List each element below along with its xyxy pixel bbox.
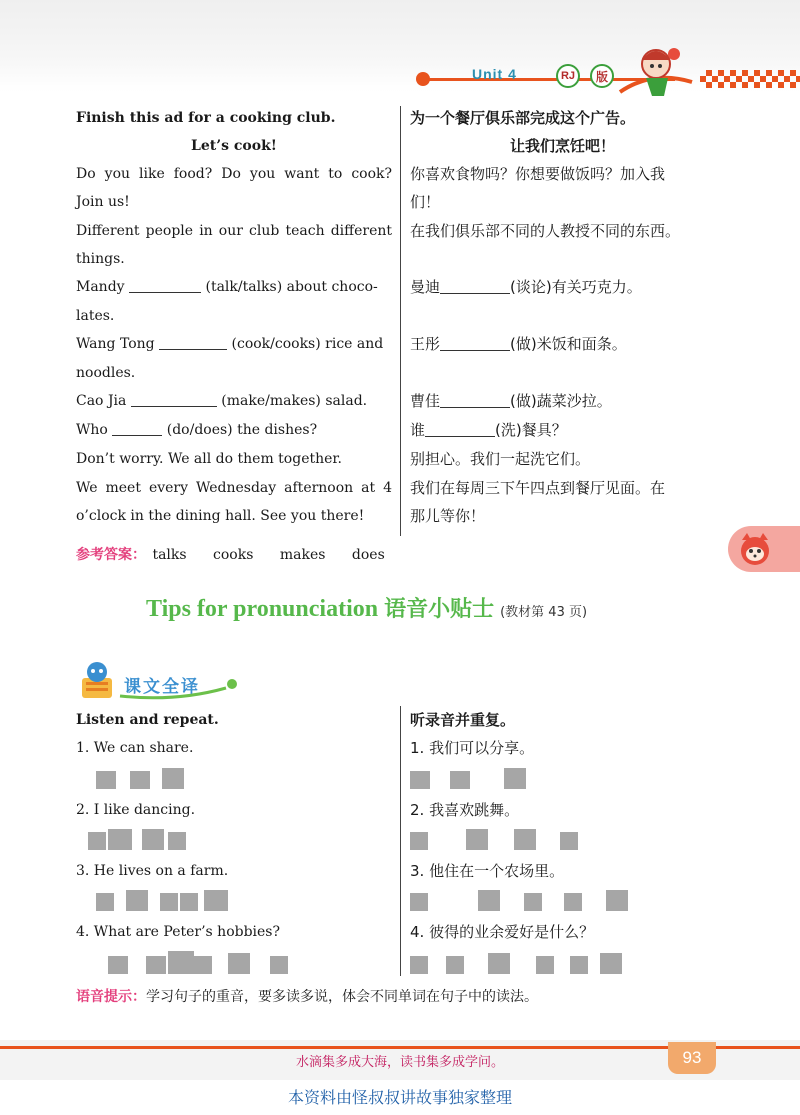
- en-mandy-subject: Mandy: [76, 279, 125, 295]
- cn-item-3: 3. 他住在一个农场里。: [410, 862, 565, 880]
- note-label: 语音提示：: [76, 989, 146, 1005]
- cn-mandy-rest: (谈论)有关巧克力。: [510, 278, 642, 296]
- stress-mark: [108, 829, 132, 850]
- cao-blank[interactable]: [131, 390, 217, 407]
- stress-mark: [194, 956, 212, 974]
- cn-who-line: [410, 416, 740, 444]
- cn-item-4: 4. 彼得的业余爱好是什么？: [410, 923, 595, 941]
- stress-mark: [168, 832, 186, 850]
- stress-mark: [162, 768, 184, 789]
- cn-who-blank[interactable]: [425, 420, 495, 437]
- cn-mandy-line: [410, 273, 740, 301]
- en-meet-line-2: o’clock in the dining hall. See you there!: [76, 508, 365, 524]
- cn-worry-line: 别担心。我们一起洗它们。: [410, 450, 591, 468]
- stress-mark: [146, 956, 166, 974]
- cn-wang-subject: 王彤: [410, 335, 441, 353]
- stress-mark: [450, 771, 470, 789]
- en-line-food: Do you like food? Do you want to cook?: [76, 166, 392, 182]
- cn-line-food: 你喜欢食物吗？你想要做饭吗？加入我: [410, 165, 666, 183]
- stress-mark: [108, 956, 128, 974]
- stress-mark: [488, 953, 510, 974]
- en-wang-cont: noodles.: [76, 365, 136, 381]
- stress-mark: [96, 893, 114, 911]
- stress-mark: [270, 956, 288, 974]
- student-mascot-icon: [76, 658, 118, 702]
- answer-word: cooks: [213, 547, 254, 563]
- en-wang-line: [76, 330, 392, 358]
- tips-title: [146, 592, 587, 623]
- cn-who-subject: 谁: [410, 421, 426, 439]
- stress-mark: [410, 771, 430, 789]
- tips-title-en: Tips for pronunciation: [146, 596, 379, 622]
- en-who-subject: Who: [76, 422, 108, 438]
- stress-mark: [536, 956, 554, 974]
- en-listen-heading: Listen and repeat.: [76, 712, 219, 728]
- cn-wang-rest: (做)米饭和面条。: [510, 335, 627, 353]
- unit-label: Unit 4: [472, 66, 517, 82]
- cn-item-1: 1. 我们可以分享。: [410, 739, 535, 757]
- fox-mascot-icon: [736, 530, 774, 568]
- wang-blank[interactable]: [159, 333, 227, 350]
- column-divider-bottom: [400, 706, 401, 976]
- en-meet-line-1: We meet every Wednesday afternoon at 4: [76, 480, 392, 496]
- en-cao-line: [76, 387, 392, 415]
- en-mandy-cont: lates.: [76, 308, 115, 324]
- stress-mark: [466, 829, 488, 850]
- cn-listen-heading: 听录音并重复。: [410, 711, 516, 729]
- footer-motto: 水滴集多成大海，读书集多成学问。: [295, 1055, 504, 1070]
- stress-mark: [478, 890, 500, 911]
- answer-word: makes: [279, 547, 326, 563]
- cn-cao-rest: (做)蔬菜沙拉。: [510, 392, 612, 410]
- cn-wang-line: [410, 330, 740, 358]
- stress-mark: [564, 893, 582, 911]
- stress-mark: [130, 771, 150, 789]
- stress-mark: [570, 956, 588, 974]
- en-item-2: 2. I like dancing.: [76, 802, 196, 818]
- cn-line-join: 们！: [410, 193, 441, 211]
- footer-credit: 本资料由怪叔叔讲故事独家整理: [287, 1088, 512, 1107]
- cn-meet-line-2: 那儿等你！: [410, 507, 486, 525]
- answer-word: does: [351, 547, 385, 563]
- cn-who-rest: (洗)餐具？: [495, 421, 567, 439]
- en-item-3: 3. He lives on a farm.: [76, 863, 229, 879]
- en-wang-rest: (cook/cooks) rice and: [231, 336, 384, 352]
- tips-page-ref: (教材第 43 页): [500, 605, 588, 620]
- en-cao-subject: Cao Jia: [76, 393, 127, 409]
- cn-ad-title: 让我们烹饪吧！: [510, 137, 616, 155]
- stress-mark: [88, 832, 106, 850]
- tips-title-cn: 语音小贴士: [384, 597, 495, 622]
- mandy-blank[interactable]: [129, 276, 201, 293]
- cn-mandy-blank[interactable]: [440, 277, 510, 294]
- stress-mark: [126, 890, 148, 911]
- en-instruction: Finish this ad for a cooking club.: [76, 110, 336, 126]
- en-cao-rest: (make/makes) salad.: [221, 393, 368, 409]
- en-worry-line: Don’t worry. We all do them together.: [76, 451, 343, 467]
- section-label: 课文全译: [124, 677, 200, 697]
- en-line-different: Different people in our club teach different: [76, 223, 392, 239]
- en-mandy-rest: (talk/talks) about choco-: [205, 279, 378, 295]
- en-ad-title: Let’s cook!: [191, 138, 277, 154]
- answer-line: [76, 544, 385, 564]
- note-text: 学习句子的重音，要多读多说，体会不同单词在句子中的读法。: [146, 989, 538, 1005]
- answer-label: 参考答案：: [76, 547, 146, 563]
- stress-mark: [204, 890, 228, 911]
- en-item-1: 1. We can share.: [76, 740, 194, 756]
- who-blank[interactable]: [112, 419, 162, 436]
- stress-mark: [96, 771, 116, 789]
- stress-mark: [606, 890, 628, 911]
- en-mandy-line: [76, 273, 392, 301]
- page-number: 93: [668, 1042, 716, 1074]
- stress-mark: [142, 829, 164, 850]
- edition-badge: 版: [590, 64, 614, 88]
- stress-mark: [410, 956, 428, 974]
- cn-line-different: 在我们俱乐部不同的人教授不同的东西。: [410, 222, 681, 240]
- stress-mark: [514, 829, 536, 850]
- en-line-join: Join us!: [76, 194, 130, 210]
- stress-mark: [228, 953, 250, 974]
- cn-meet-line-1: 我们在每周三下午四点到餐厅见面。在: [410, 479, 666, 497]
- cn-cao-blank[interactable]: [440, 391, 510, 408]
- stress-mark: [168, 951, 194, 974]
- stress-mark: [160, 893, 178, 911]
- cn-cao-line: [410, 387, 740, 415]
- en-wang-subject: Wang Tong: [76, 336, 155, 352]
- stress-mark: [504, 768, 526, 789]
- en-who-line: [76, 416, 392, 444]
- cn-wang-blank[interactable]: [440, 334, 510, 351]
- stress-mark: [524, 893, 542, 911]
- cn-cao-subject: 曹佳: [410, 392, 441, 410]
- stress-mark: [410, 832, 428, 850]
- cn-mandy-subject: 曼迪: [410, 278, 441, 296]
- stress-mark: [410, 893, 428, 911]
- stress-mark: [180, 893, 198, 911]
- en-who-rest: (do/does) the dishes?: [166, 422, 318, 438]
- cn-instruction: 为一个餐厅俱乐部完成这个广告。: [410, 109, 636, 127]
- answer-word: talks: [152, 547, 187, 563]
- pronunciation-note: [76, 986, 538, 1006]
- cn-item-2: 2. 我喜欢跳舞。: [410, 801, 520, 819]
- en-item-4: 4. What are Peter’s hobbies?: [76, 924, 280, 940]
- rj-badge: RJ: [556, 64, 580, 88]
- stress-mark: [560, 832, 578, 850]
- header-checker-pattern: [700, 70, 800, 88]
- stress-mark: [600, 953, 622, 974]
- stress-mark: [446, 956, 464, 974]
- column-divider-top: [400, 106, 401, 536]
- en-line-things: things.: [76, 251, 125, 267]
- mascot-girl-icon: [612, 40, 694, 100]
